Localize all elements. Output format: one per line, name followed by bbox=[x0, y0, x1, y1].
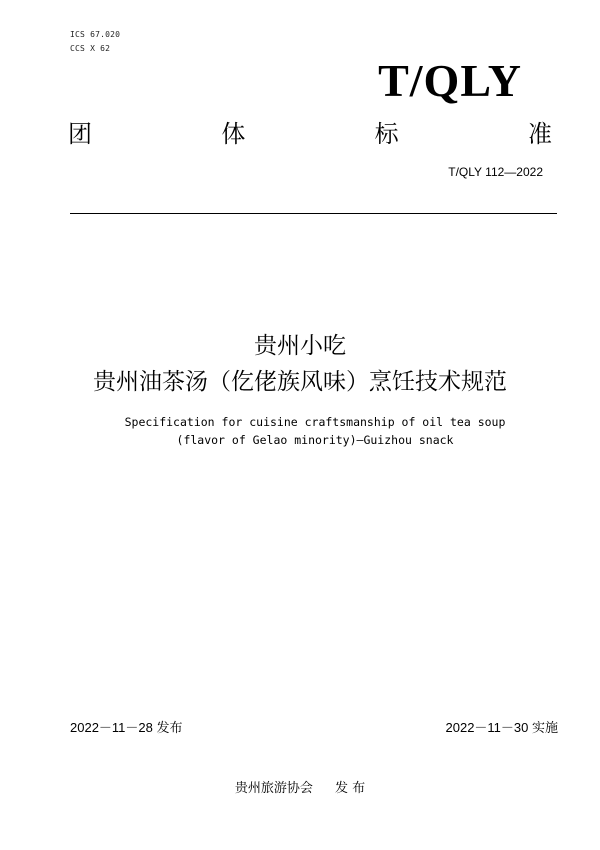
ccs-code: CCS X 62 bbox=[70, 44, 111, 53]
header-divider bbox=[70, 213, 557, 214]
publisher-name: 贵州旅游协会 bbox=[234, 781, 313, 796]
standard-logo: T/QLY bbox=[378, 55, 522, 106]
standard-type-char: 标 bbox=[374, 120, 399, 148]
standard-type-char: 体 bbox=[221, 120, 246, 148]
title-cn-category: 贵州小吃 bbox=[254, 333, 346, 359]
publisher-line bbox=[0, 777, 600, 796]
publish-action: 发 布 bbox=[334, 781, 366, 796]
ics-code: ICS 67.020 bbox=[70, 30, 121, 39]
title-cn-main: 贵州油茶汤（仡佬族风味）烹饪技术规范 bbox=[93, 369, 507, 395]
standard-number: T/QLY 112—2022 bbox=[448, 165, 543, 179]
title-en-line1: Specification for cuisine craftsmanship of oil tea soup bbox=[124, 415, 506, 429]
standard-type bbox=[68, 114, 552, 149]
title-en-line2: (flavor of Gelao minority)—Guizhou snack bbox=[176, 433, 454, 447]
standard-type-char: 团 bbox=[68, 120, 92, 148]
implementation-date: 2022－11－30 实施 bbox=[445, 720, 558, 735]
standard-type-char: 准 bbox=[527, 120, 552, 148]
issue-date: 2022－11－28 发布 bbox=[70, 720, 183, 735]
